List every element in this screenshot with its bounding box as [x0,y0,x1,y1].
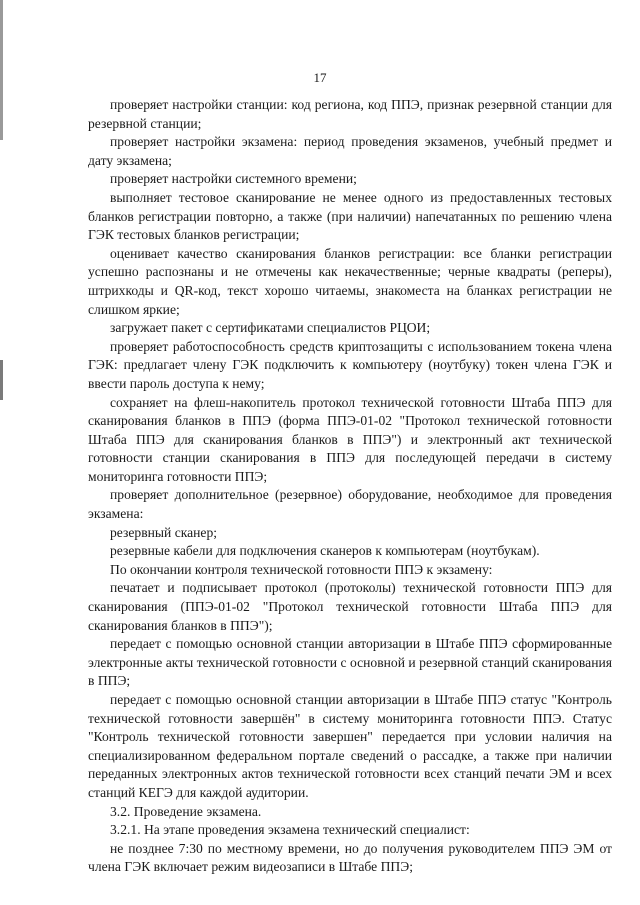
paragraph: печатает и подписывает протокол (протоколы) технической готовности ППЭ для сканирования (ППЭ-01-02 "Протокол технической готовности Штаба ППЭ для сканирования бланков в ППЭ"); [88,580,612,633]
paragraph: выполняет тестовое сканирование не менее одного из предоставленных тестовых бланков регистрации повторно, а также (при наличии) напечатанных по решению члена ГЭК тестовых бланков регистрации; [88,189,612,243]
document-body [88,96,612,877]
page-number: 17 [313,70,327,85]
paragraph: проверяет дополнительное (резервное) оборудование, необходимое для проведения экзамена: [88,487,612,522]
paragraph: резервные кабели для подключения сканеров к компьютерам (ноутбукам). [110,543,540,559]
scan-edge [0,0,3,905]
paragraph: проверяет настройки экзамена: период проведения экзаменов, учебный предмет и дату экзамена; [88,134,612,168]
paragraph: проверяет настройки станции: код региона, код ППЭ, признак резервной станции для резервной станции; [88,97,612,131]
paragraph: проверяет настройки системного времени; [110,171,357,187]
paragraph: сохраняет на флеш-накопитель протокол технической готовности Штаба ППЭ для сканирования бланков в ППЭ (форма ППЭ-01-02 "Протокол технической готовности Штаба ППЭ для сканирования бланков в ППЭ") и электронный акт технической готовности станции сканирования в ППЭ для последующей передачи в систему мониторинга готовности ППЭ; [88,394,612,484]
paragraph: резервный сканер; [110,524,218,540]
paragraph: проверяет работоспособность средств криптозащиты с использованием токена члена ГЭК: предлагает члену ГЭК подключить к компьютеру (ноутбуку) токен члена ГЭК и ввести пароль доступа к нему; [88,338,612,391]
paragraph: загружает пакет с сертификатами специалистов РЦОИ; [110,320,431,336]
paragraph: передает с помощью основной станции авторизации в Штабе ППЭ сформированные электронные акты технической готовности с основной и резервной станций сканирования в ППЭ; [88,636,612,689]
subsection-heading: 3.2.1. На этапе проведения экзамена технический специалист: [110,822,470,838]
paragraph: По окончании контроля технической готовности ППЭ к экзамену: [110,561,493,577]
section-heading: 3.2. Проведение экзамена. [110,803,262,819]
paragraph: передает с помощью основной станции авторизации в Штабе ППЭ статус "Контроль технической готовности завершён" в систему мониторинга готовности ППЭ. Статус "Контроль технической готовности завершен" передается при условии наличия на специализированном федеральном портале сведений о рассадке, а также при наличии переданных электронных актов технической готовности всех станций печати ЭМ и всех станций КЕГЭ для каждой аудитории. [88,692,612,800]
paragraph: оценивает качество сканирования бланков регистрации: все бланки регистрации успешно распознаны и не отмечены как некачественные; черные квадраты (реперы), штрихкоды и QR-код, текст хорошо читаемы, знакоместа на бланках регистрации не слишком яркие; [88,245,612,317]
paragraph: не позднее 7:30 по местному времени, но до получения руководителем ППЭ ЭМ от члена ГЭК включает режим видеозаписи в Штабе ППЭ; [88,840,612,875]
